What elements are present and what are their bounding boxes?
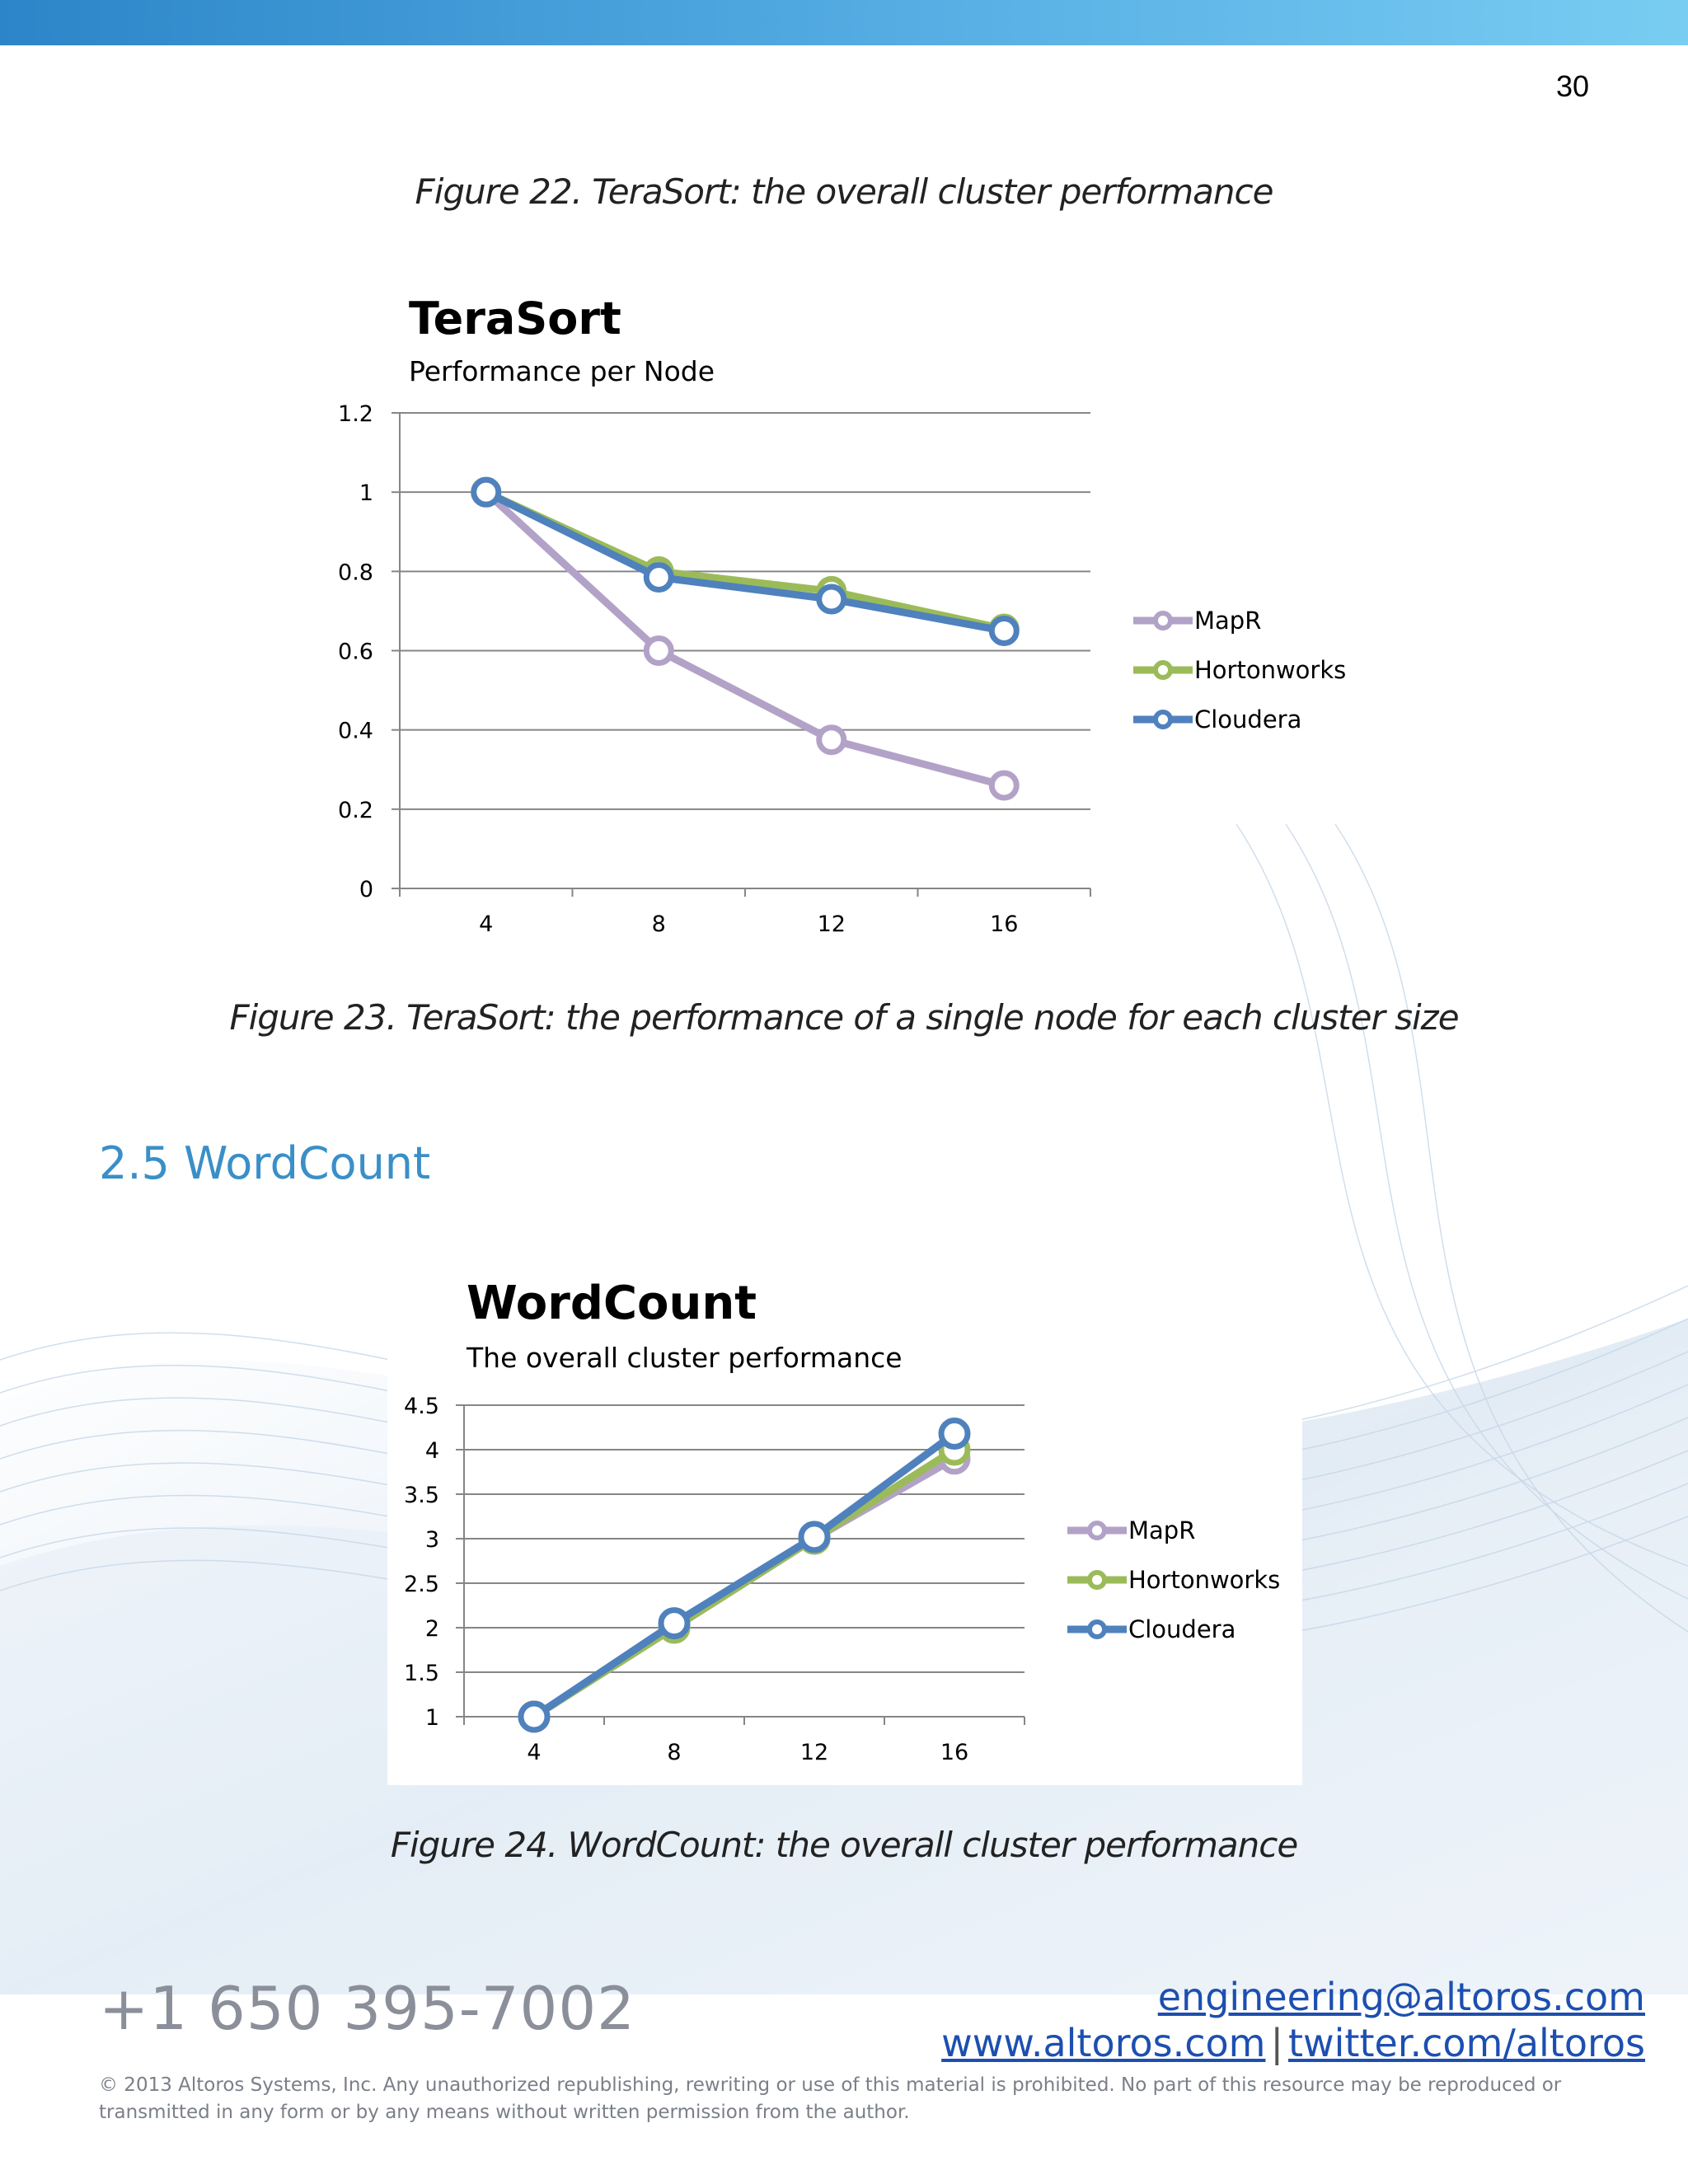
legend-label: Cloudera xyxy=(1194,705,1302,733)
x-tick-label: 8 xyxy=(651,912,666,937)
y-tick-label: 2 xyxy=(424,1616,439,1642)
data-point-cloudera xyxy=(661,1610,687,1637)
legend-label: MapR xyxy=(1194,607,1262,635)
link-separator: | xyxy=(1270,2021,1283,2065)
x-tick-label: 4 xyxy=(527,1740,542,1765)
data-point-cloudera xyxy=(521,1704,547,1730)
y-tick-label: 1 xyxy=(359,480,373,507)
footer-links xyxy=(941,1974,1645,2066)
chart-subtitle: Performance per Node xyxy=(409,355,715,387)
chart-title: WordCount xyxy=(467,1277,757,1330)
legend-label: Hortonworks xyxy=(1194,656,1347,684)
y-tick-label: 0 xyxy=(359,877,373,902)
y-tick-label: 0.2 xyxy=(338,797,373,823)
website-link[interactable]: www.altoros.com xyxy=(941,2021,1266,2065)
chart-subtitle: The overall cluster performance xyxy=(467,1342,903,1374)
legend-marker xyxy=(1090,1523,1104,1538)
x-tick-label: 16 xyxy=(940,1740,969,1765)
legend-item-hortonworks xyxy=(1067,1566,1280,1594)
figure-22-caption: Figure 22. TeraSort: the overall cluster performance xyxy=(415,171,1273,212)
data-point-cloudera xyxy=(941,1421,968,1447)
legend-label: MapR xyxy=(1128,1516,1196,1544)
x-tick-label: 12 xyxy=(799,1740,829,1765)
y-tick-label: 2.5 xyxy=(404,1572,439,1597)
y-tick-label: 3.5 xyxy=(404,1483,439,1508)
y-tick-label: 1.5 xyxy=(404,1661,439,1686)
data-point-cloudera xyxy=(801,1524,828,1550)
legend-label: Hortonworks xyxy=(1128,1566,1281,1594)
y-tick-label: 4 xyxy=(424,1438,439,1464)
x-tick-label: 12 xyxy=(817,912,846,937)
footer-phone: +1 650 395-7002 xyxy=(99,1974,635,2043)
y-tick-label: 1 xyxy=(424,1705,439,1731)
y-tick-label: 0.8 xyxy=(338,560,373,586)
twitter-link[interactable]: twitter.com/altoros xyxy=(1287,2021,1645,2065)
y-tick-label: 3 xyxy=(424,1527,439,1553)
legend-item-cloudera xyxy=(1067,1615,1236,1643)
x-tick-label: 8 xyxy=(667,1740,682,1765)
section-heading: 2.5 WordCount xyxy=(99,1137,431,1189)
page-number: 30 xyxy=(1555,69,1589,103)
chart-title: TeraSort xyxy=(409,293,621,344)
y-tick-label: 0.4 xyxy=(338,718,373,744)
email-link[interactable]: engineering@altoros.com xyxy=(1157,1975,1645,2019)
copyright-notice: © 2013 Altoros Systems, Inc. Any unauthorized republishing, rewriting or use of this material is prohibited. No part of this resource may be reproduced or transmitted in any form or by any means without written permission from the author. xyxy=(99,2074,1562,2123)
y-tick-label: 1.2 xyxy=(338,401,373,427)
legend-item-mapr xyxy=(1067,1516,1195,1544)
y-tick-label: 0.6 xyxy=(338,639,373,665)
legend-marker xyxy=(1090,1622,1104,1637)
y-tick-label: 4.5 xyxy=(404,1394,439,1419)
x-tick-label: 4 xyxy=(479,912,494,937)
series-line-cloudera xyxy=(534,1434,954,1717)
legend-marker xyxy=(1090,1572,1104,1587)
figure-23-caption: Figure 23. TeraSort: the performance of a single node for each cluster size xyxy=(229,997,1459,1038)
x-tick-label: 16 xyxy=(990,912,1019,937)
figure-24-caption: Figure 24. WordCount: the overall cluster performance xyxy=(390,1825,1298,1865)
legend-label: Cloudera xyxy=(1128,1615,1236,1643)
